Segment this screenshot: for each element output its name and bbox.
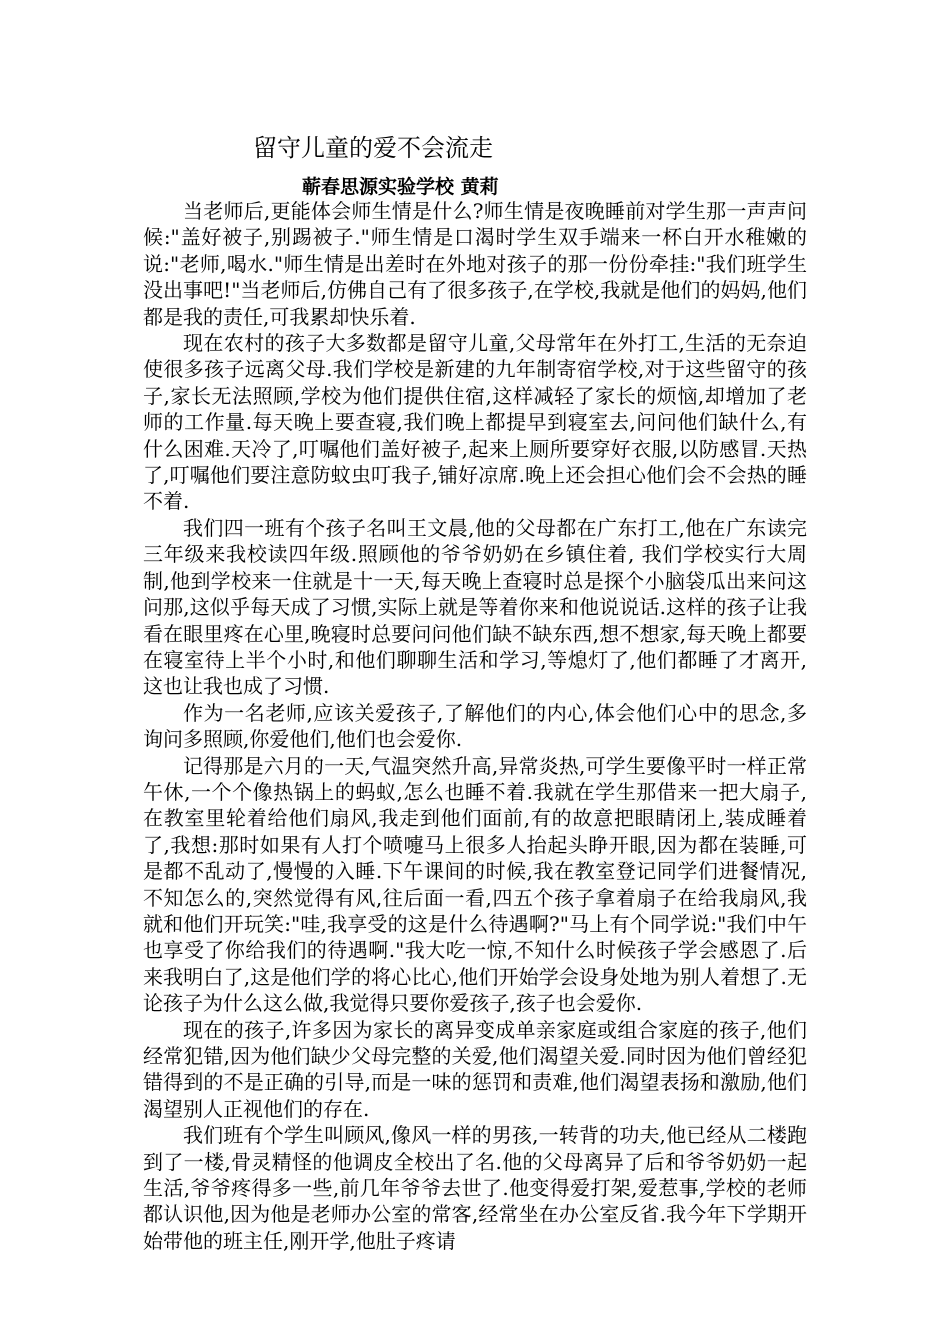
paragraph: 我们四一班有个孩子名叫王文晨,他的父母都在广东打工,他在广东读完三年级来我校读四年级.照顾他的爷爷奶奶在乡镇住着, 我们学校实行大周制,他到学校来一住就是十一天,每天晚上查寝时总是探个小脑袋瓜出来问这问那,这似乎每天成了习惯,实际上就是等着你来和他说说话.这样的孩子让我看在眼里疼在心里,晚寝时总要问问他们缺不缺东西,想不想家,每天晚上都要在寝室待上半个小时,和他们聊聊生活和学习,等熄灯了,他们都睡了才离开,这也让我也成了习惯. (143, 515, 807, 699)
author-line: 蕲春思源实验学校 黄莉 (302, 176, 499, 198)
document-body (143, 198, 807, 1254)
paragraph: 记得那是六月的一天,气温突然升高,异常炎热,可学生要像平时一样正常午休,一个个像热锅上的蚂蚁,怎么也睡不着.我就在学生那借来一把大扇子,在教室里轮着给他们扇风,我走到他们面前,有的故意把眼睛闭上,装成睡着了,我想:那时如果有人打个喷嚏马上很多人抬起头睁开眼,因为都在装睡,可是都不乱动了,慢慢的入睡.下午课间的时候,我在教室登记同学们进餐情况,不知怎么的,突然觉得有风,往后面一看,四五个孩子拿着扇子在给我扇风,我就和他们开玩笑:"哇,我享受的这是什么待遇啊?"马上有个同学说:"我们中午也享受了你给我们的待遇啊."我大吃一惊,不知什么时候孩子学会感恩了.后来我明白了,这是他们学的将心比心,他们开始学会设身处地为别人着想了.无论孩子为什么这么做,我觉得只要你爱孩子,孩子也会爱你. (143, 753, 807, 1016)
paragraph: 当老师后,更能体会师生情是什么?师生情是夜晚睡前对学生那一声声问候:"盖好被子,别踢被子."师生情是口渴时学生双手端来一杯白开水稚嫩的说:"老师,喝水."师生情是出差时在外地对孩子的那一份份牵挂:"我们班学生没出事吧!"当老师后,仿佛自己有了很多孩子,在学校,我就是他们的妈妈,他们都是我的责任,可我累却快乐着. (143, 199, 807, 329)
document-title: 留守儿童的爱不会流走 (253, 134, 493, 162)
paragraph: 现在的孩子,许多因为家长的离异变成单亲家庭或组合家庭的孩子,他们经常犯错,因为他们缺少父母完整的关爱,他们渴望关爱.同时因为他们曾经犯错得到的不是正确的引导,而是一味的惩罚和责难,他们渴望表扬和激励,他们渴望别人正视他们的存在. (143, 1017, 807, 1121)
paragraph: 现在农村的孩子大多数都是留守儿童,父母常年在外打工,生活的无奈迫使很多孩子远离父母.我们学校是新建的九年制寄宿学校,对于这些留守的孩子,家长无法照顾,学校为他们提供住宿,这样减轻了家长的烦恼,却增加了老师的工作量.每天晚上要查寝,我们晚上都提早到寝室去,问问他们缺什么,有什么困难.天冷了,叮嘱他们盖好被子,起来上厕所要穿好衣服,以防感冒.天热了,叮嘱他们要注意防蚊虫叮我子,铺好凉席.晚上还会担心他们会不会热的睡不着. (143, 331, 807, 514)
paragraph: 作为一名老师,应该关爱孩子,了解他们的内心,体会他们心中的思念,多询问多照顾,你爱他们,他们也会爱你. (143, 700, 807, 752)
paragraph: 我们班有个学生叫顾风,像风一样的男孩,一转背的功夫,他已经从二楼跑到了一楼,骨灵精怪的他调皮全校出了名.他的父母离异了后和爷爷奶奶一起生活,爷爷疼得多一些,前几年爷爷去世了.他变得爱打架,爱惹事,学校的老师都认识他,因为他是老师办公室的常客,经常坐在办公室反省.我今年下学期开始带他的班主任,刚开学,他肚子疼请 (143, 1123, 807, 1253)
